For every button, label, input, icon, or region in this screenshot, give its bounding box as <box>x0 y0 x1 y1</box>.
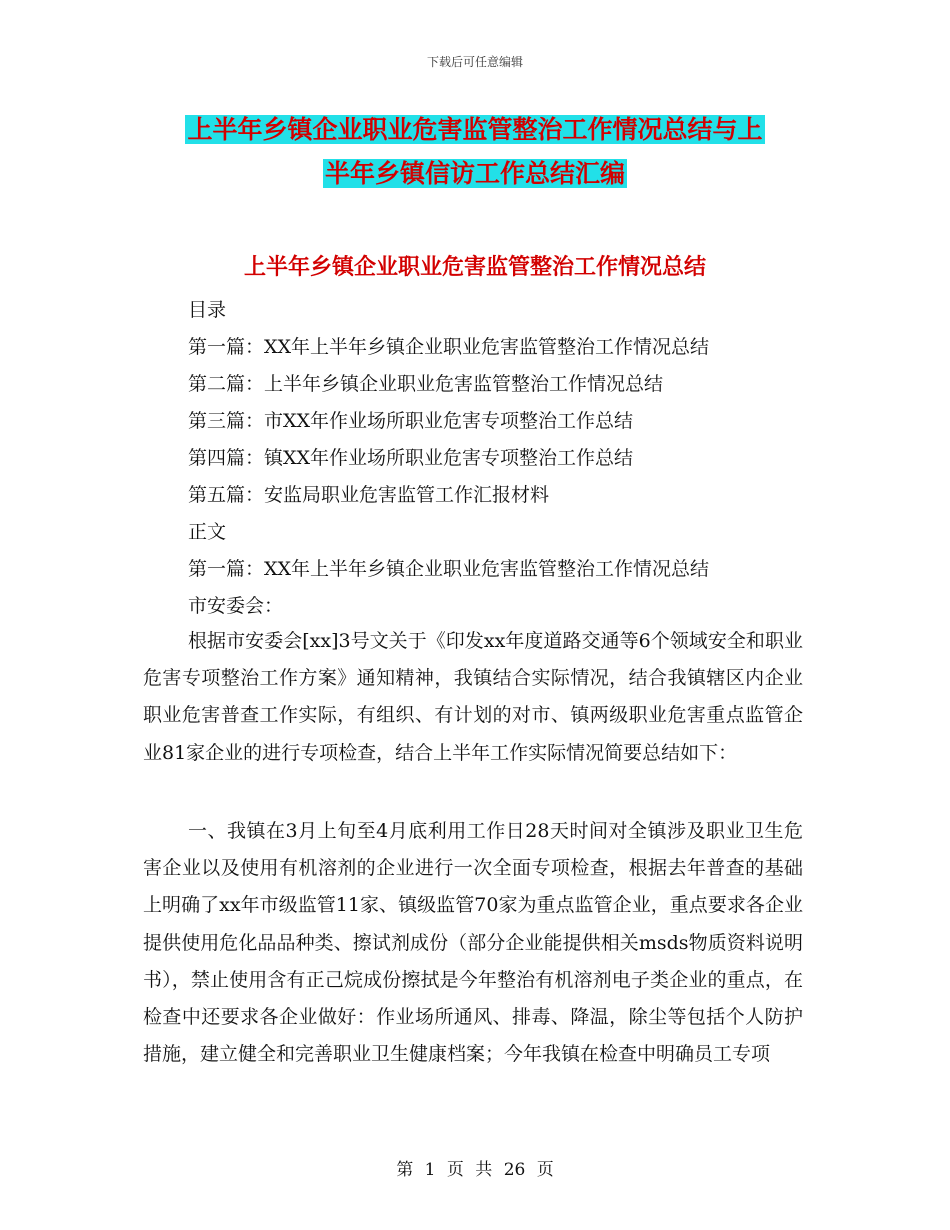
chapter-title: 第一篇：XX年上半年乡镇企业职业危害监管整治工作情况总结 <box>188 558 710 580</box>
body-paragraph-2: 一、我镇在3月上旬至4月底利用工作日28天时间对全镇涉及职业卫生危害企业以及使用有机溶剂的企业进行一次全面专项检查，根据去年普查的基础上明确了xx年市级监管11家、镇级监管70家为重点监管企业，重点要求各企业提供使用危化品品种类、擦试剂成份（部分企业能提供相关msds物质资料说明书），禁止使用含有正己烷成份擦拭是今年整治有机溶剂电子类企业的重点，在检查中还要求各企业做好：作业场所通风、排毒、降温，除尘等包括个人防护措施，建立健全和完善职业卫生健康档案；今年我镇在检查中明确员工专项 <box>143 820 803 1066</box>
toc-heading: 目录 <box>188 299 227 321</box>
title-line-1-text: 上半年乡镇企业职业危害监管整治工作情况总结与上 <box>187 115 763 144</box>
toc-item-5: 第五篇：安监局职业危害监管工作汇报材料 <box>188 484 550 506</box>
header-note: 下载后可任意编辑 <box>426 55 523 69</box>
body-paragraph-1: 根据市安委会[xx]3号文关于《印发xx年度道路交通等6个领域安全和职业危害专项整治工作方案》通知精神，我镇结合实际情况，结合我镇辖区内企业职业危害普查工作实际，有组织、有计划的对市、镇两级职业危害重点监管企业81家企业的进行专项检查，结合上半年工作实际情况简要总结如下： <box>143 630 803 764</box>
section-title: 上半年乡镇企业职业危害监管整治工作情况总结 <box>243 255 706 280</box>
salutation: 市安委会： <box>188 595 284 617</box>
body-heading: 正文 <box>188 521 227 543</box>
toc-item-3: 第三篇：市XX年作业场所职业危害专项整治工作总结 <box>188 410 634 432</box>
toc-item-1: 第一篇：XX年上半年乡镇企业职业危害监管整治工作情况总结 <box>188 336 710 358</box>
page-footer: 第 1 页 共 26 页 <box>396 1160 554 1180</box>
document-title-line-1 <box>0 112 950 148</box>
toc-item-2: 第二篇：上半年乡镇企业职业危害监管整治工作情况总结 <box>188 373 664 395</box>
document-title-line-2 <box>0 156 950 192</box>
toc-item-4: 第四篇：镇XX年作业场所职业危害专项整治工作总结 <box>188 447 634 469</box>
title-line-2-text: 半年乡镇信访工作总结汇编 <box>324 159 625 188</box>
